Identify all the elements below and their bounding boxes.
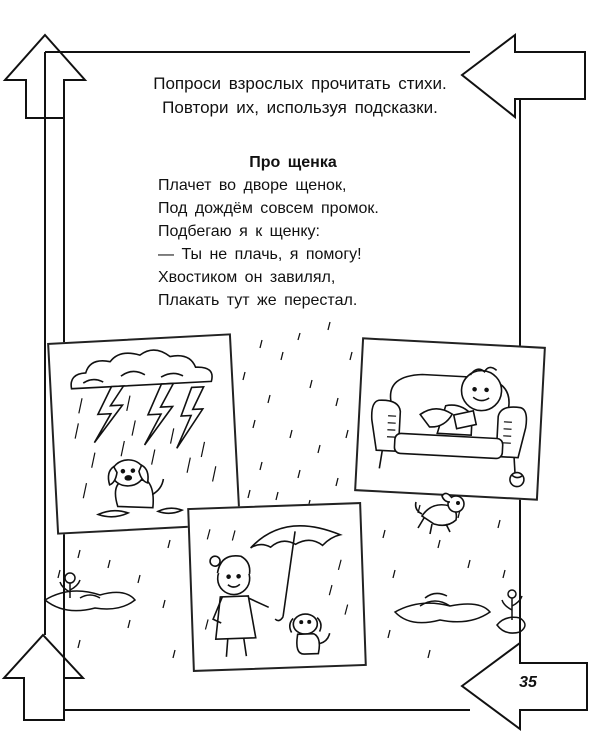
instructions-line: Попроси взрослых прочитать стихи.	[153, 74, 447, 93]
puddle-left-icon	[45, 573, 135, 611]
illustration-boy-in-armchair	[354, 337, 546, 500]
instructions	[70, 72, 530, 120]
poem-line: Под дождём совсем промок.	[158, 200, 379, 217]
jumping-puppy-icon	[412, 486, 472, 536]
girl-umbrella-puppy-icon	[189, 504, 364, 670]
puddle-right-icon	[395, 590, 525, 633]
poem-line: Плакать тут же перестал.	[158, 292, 358, 309]
poem-line: Подбегаю я к щенку:	[158, 223, 320, 240]
boy-armchair-icon	[356, 339, 544, 498]
illustration-puppy-in-rain	[47, 333, 241, 534]
poem-line: Хвостиком он завилял,	[158, 269, 336, 286]
puppy-icon	[95, 457, 182, 517]
poem-line: Плачет во дворе щенок,	[158, 177, 347, 194]
arrow-up-bottom-left-icon	[4, 635, 83, 720]
poem-line: — Ты не плачь, я помогу!	[158, 246, 362, 263]
poem-title: Про щенка	[249, 154, 337, 171]
storm-cloud-puppy-icon	[49, 335, 239, 532]
illustration-girl-with-umbrella	[187, 502, 367, 672]
poem	[158, 152, 458, 312]
page-number: 35	[519, 674, 537, 691]
instructions-line: Повтори их, используя подсказки.	[162, 98, 438, 117]
